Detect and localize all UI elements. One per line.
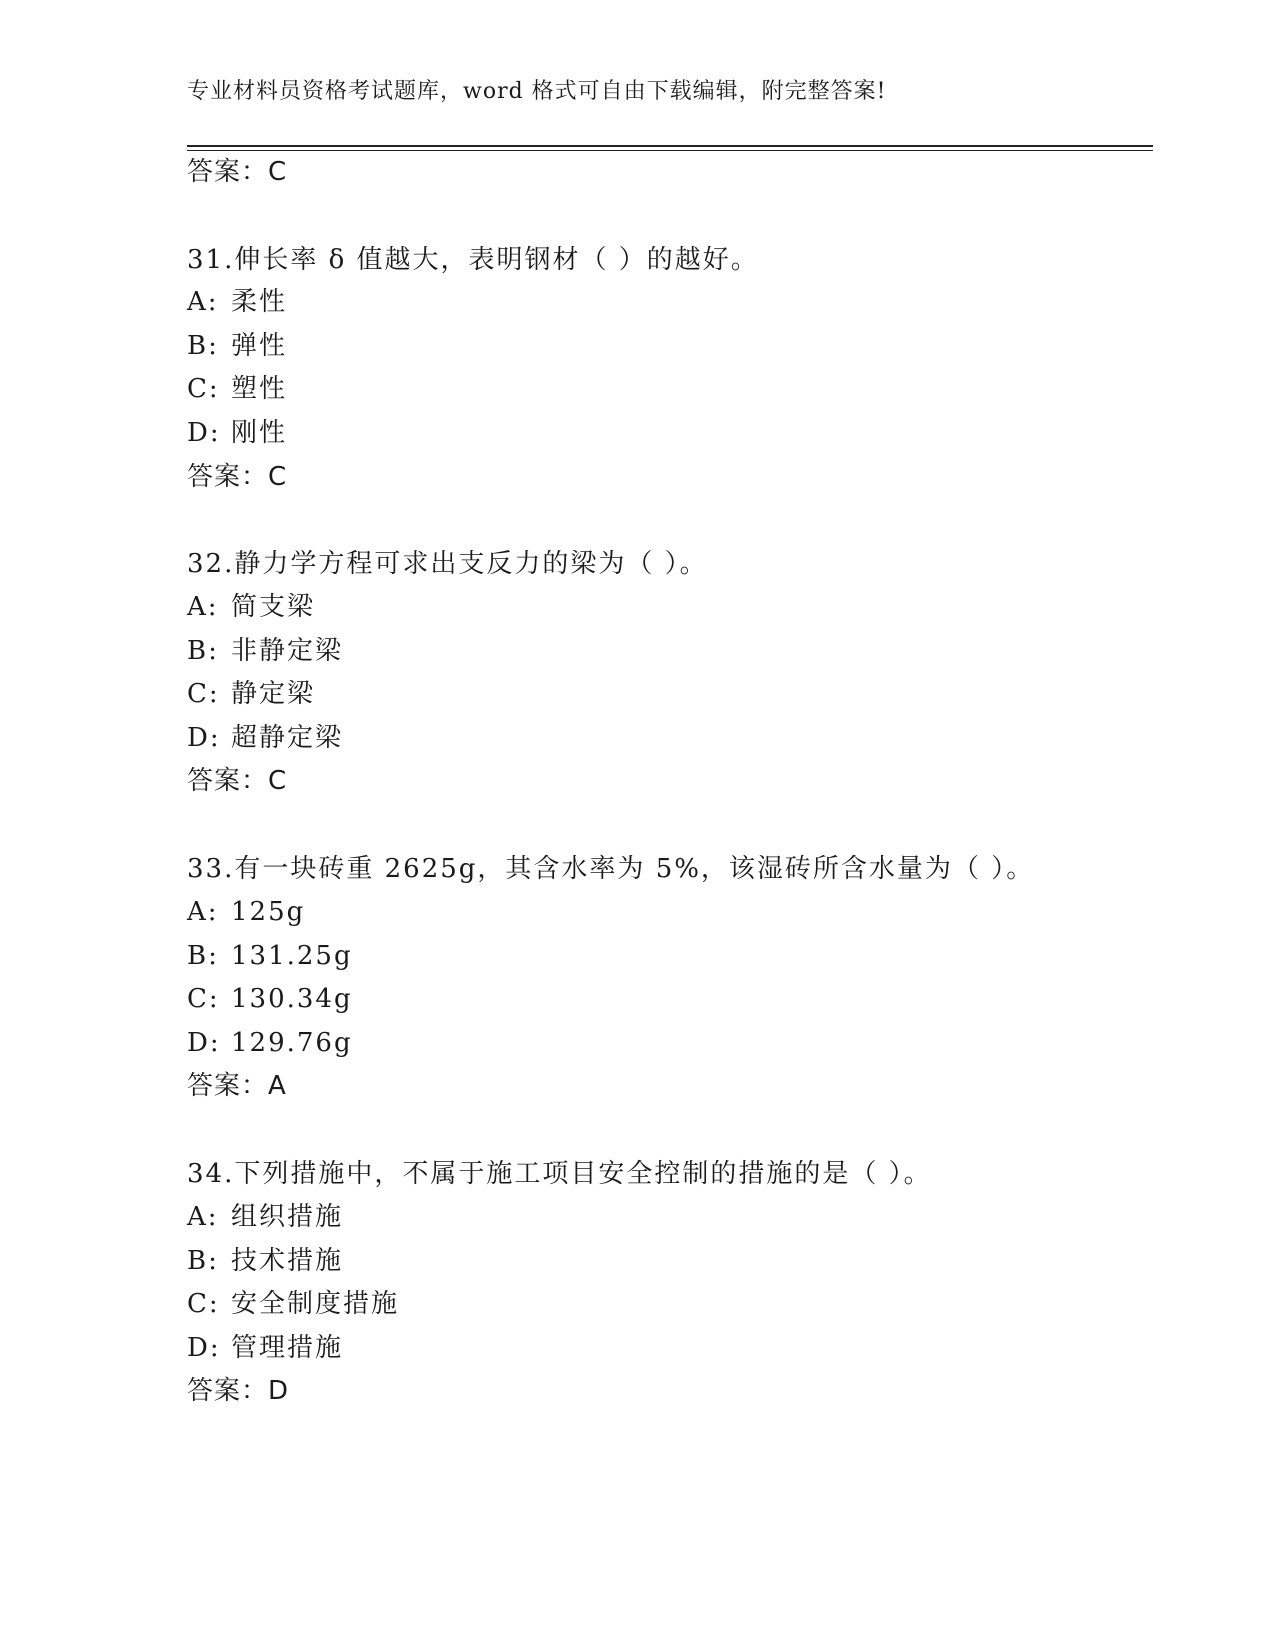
option-text: 塑性 <box>231 374 288 404</box>
option-d <box>187 1331 343 1365</box>
option-b <box>187 634 343 668</box>
option-letter: B: <box>187 636 219 666</box>
option-c <box>187 982 353 1016</box>
option-letter: C: <box>187 679 220 709</box>
option-letter: C: <box>187 374 220 404</box>
option-letter: A: <box>187 287 219 317</box>
option-text: 简支梁 <box>231 592 316 622</box>
option-b <box>187 1244 343 1278</box>
question-stem: 32.静力学方程可求出支反力的梁为（ ）。 <box>187 549 708 579</box>
page-header: 专业材料员资格考试题库，word 格式可自由下载编辑，附完整答案! <box>187 79 887 104</box>
answer: 答案：D <box>187 1376 290 1406</box>
option-letter: C: <box>187 1289 220 1319</box>
question-stem: 34.下列措施中，不属于施工项目安全控制的措施的是（ ）。 <box>187 1159 932 1189</box>
option-text: 刚性 <box>231 418 288 448</box>
option-letter: A: <box>187 1202 219 1232</box>
option-text: 弹性 <box>231 331 288 361</box>
option-d <box>187 721 343 755</box>
answer: 答案：A <box>187 1071 287 1101</box>
option-text: 129.76g <box>231 1028 353 1058</box>
option-letter: B: <box>187 941 219 971</box>
option-b <box>187 329 287 363</box>
question-stem: 31.伸长率 δ 值越大，表明钢材（ ）的越好。 <box>187 245 759 275</box>
option-text: 125g <box>231 897 306 927</box>
option-letter: A: <box>187 897 219 927</box>
option-text: 技术措施 <box>231 1246 344 1276</box>
option-a <box>187 590 315 624</box>
option-letter: A: <box>187 592 219 622</box>
question-stem: 33.有一块砖重 2625g，其含水率为 5%，该湿砖所含水量为（ ）。 <box>187 854 1035 884</box>
option-letter: B: <box>187 331 219 361</box>
answer: 答案：C <box>187 462 288 492</box>
option-letter: D: <box>187 418 221 448</box>
option-c <box>187 372 287 406</box>
option-d <box>187 1026 353 1060</box>
option-a <box>187 1200 343 1234</box>
option-a <box>187 285 287 319</box>
previous-answer: 答案：C <box>187 157 288 187</box>
option-letter: D: <box>187 723 221 753</box>
option-text: 130.34g <box>231 984 353 1014</box>
option-letter: B: <box>187 1246 219 1276</box>
option-text: 柔性 <box>231 287 288 317</box>
option-c <box>187 1287 399 1321</box>
answer: 答案：C <box>187 766 288 796</box>
option-a <box>187 895 305 929</box>
option-letter: D: <box>187 1028 221 1058</box>
option-text: 组织措施 <box>231 1202 344 1232</box>
option-b <box>187 939 353 973</box>
option-text: 安全制度措施 <box>231 1289 400 1319</box>
option-letter: C: <box>187 984 220 1014</box>
option-text: 静定梁 <box>231 679 316 709</box>
option-text: 非静定梁 <box>231 636 344 666</box>
option-text: 管理措施 <box>231 1333 344 1363</box>
option-d <box>187 416 287 450</box>
header-divider <box>187 145 1153 151</box>
option-text: 131.25g <box>231 941 353 971</box>
option-text: 超静定梁 <box>231 723 344 753</box>
option-letter: D: <box>187 1333 221 1363</box>
option-c <box>187 677 315 711</box>
